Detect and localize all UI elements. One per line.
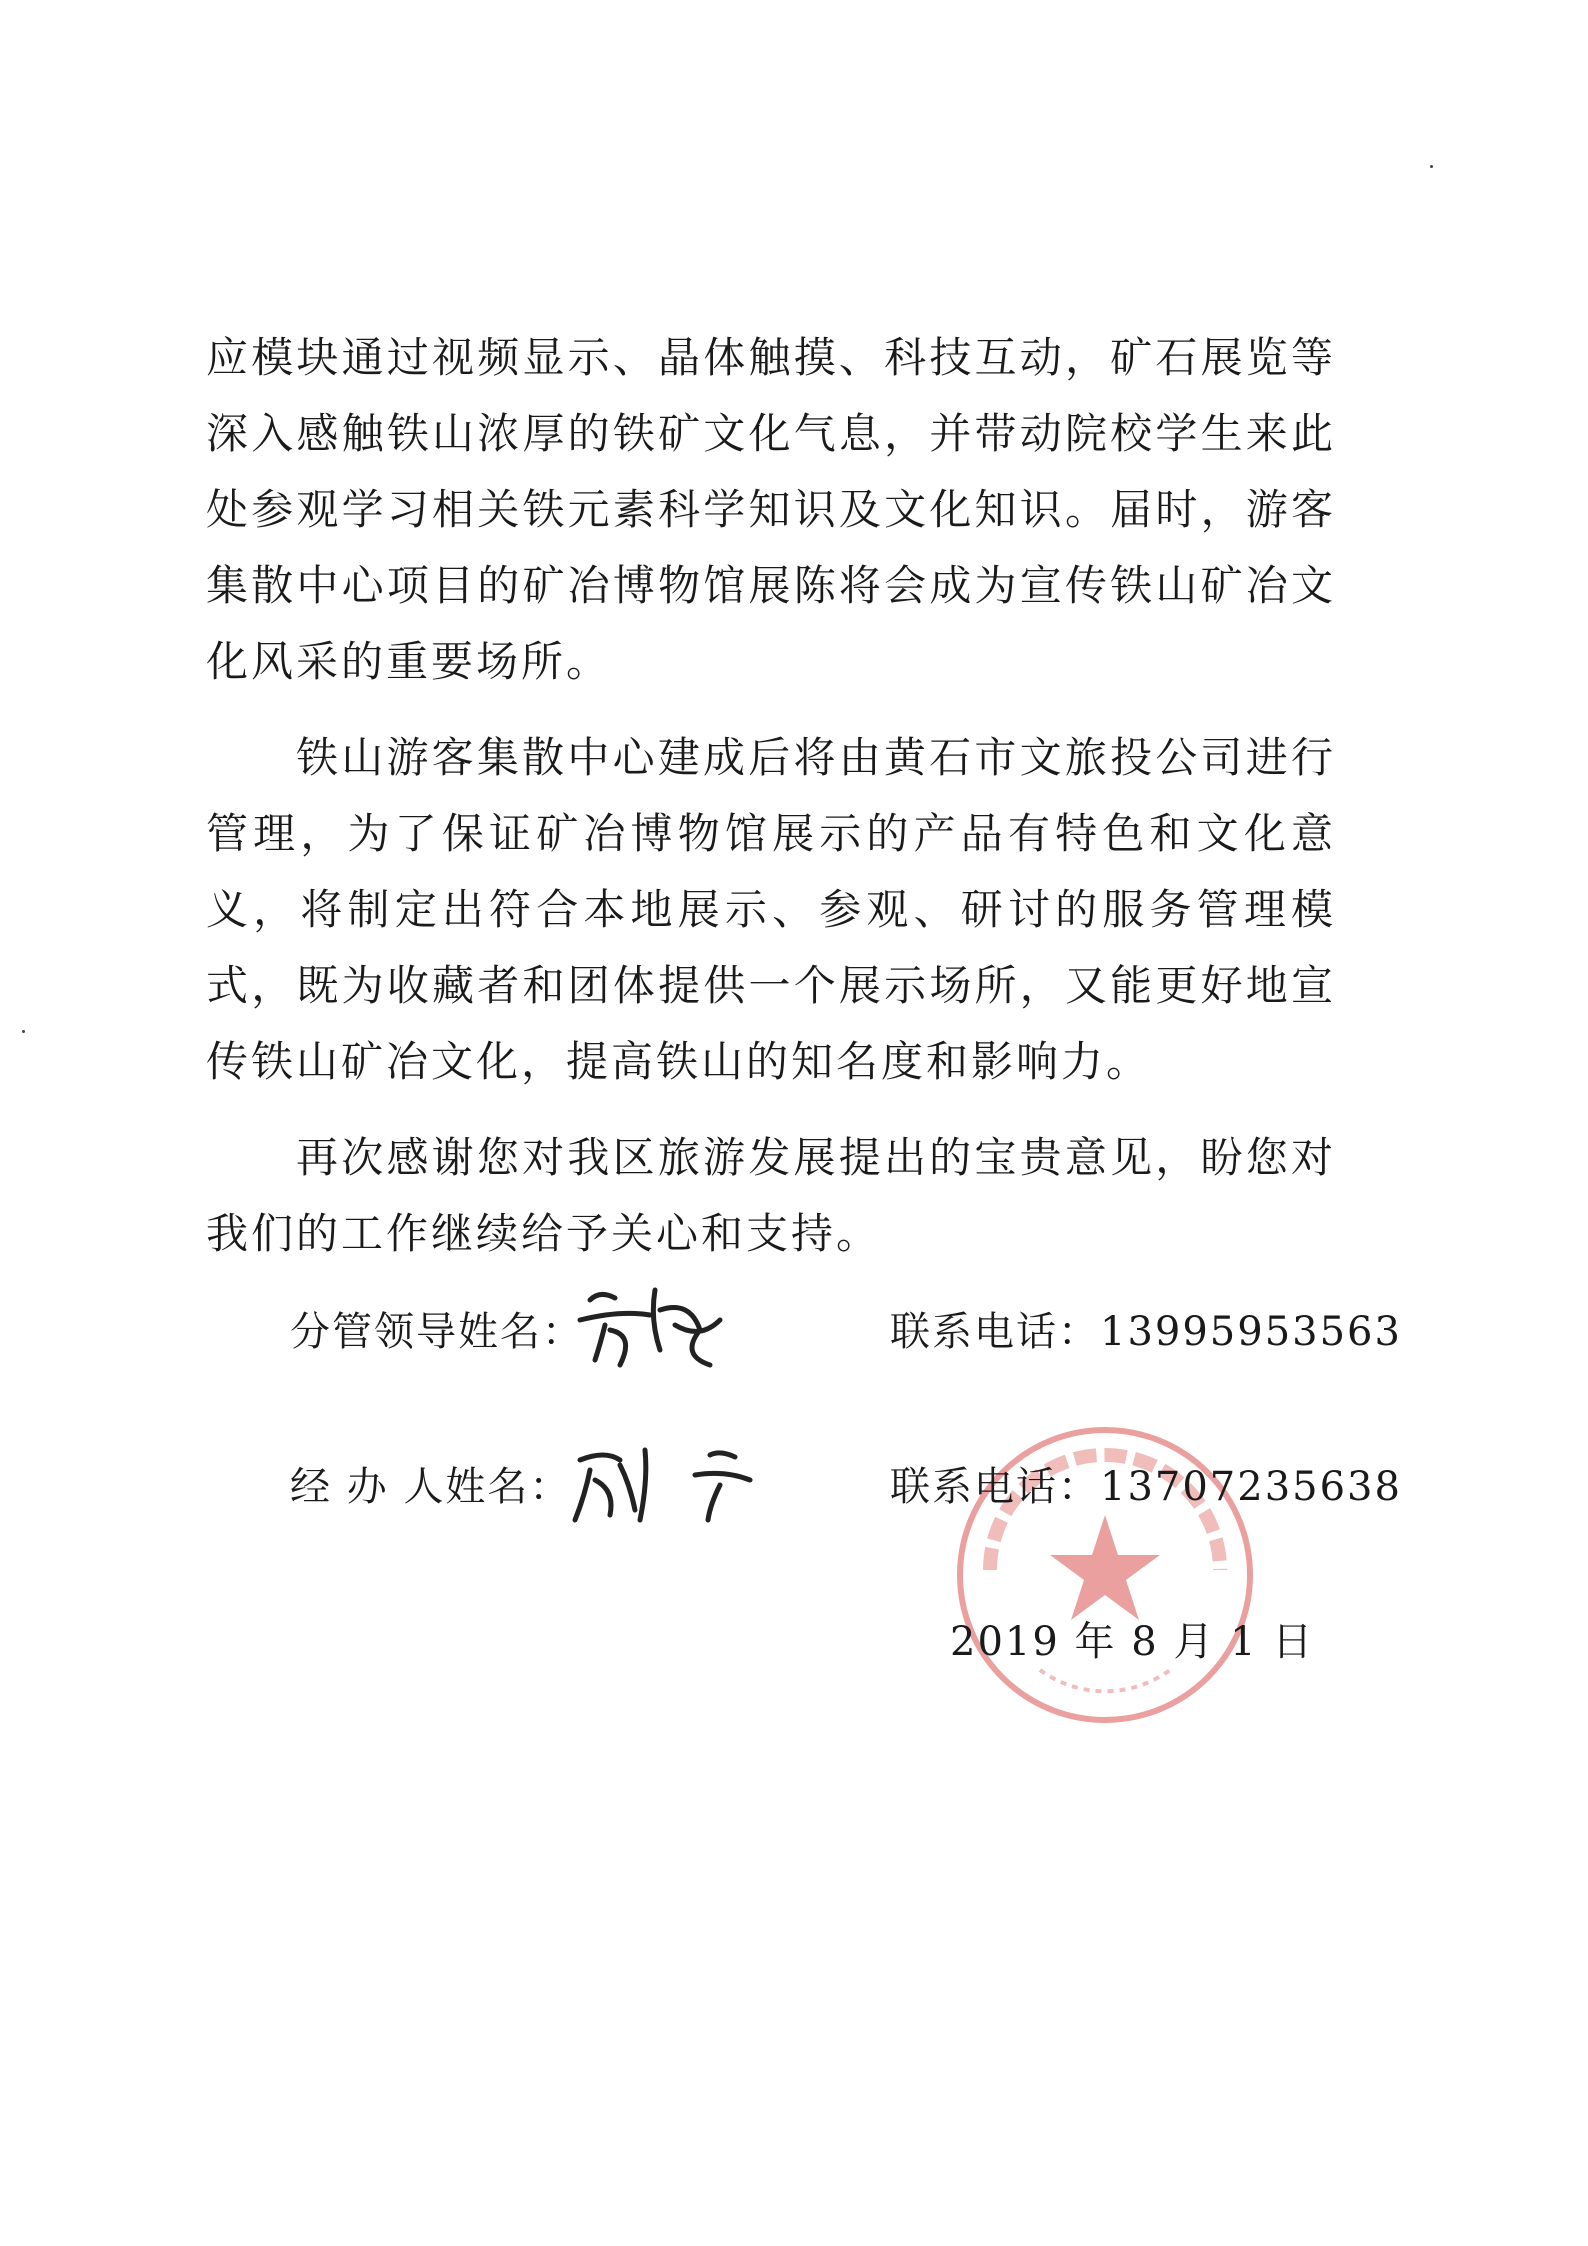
handler-name-label: 经 办 人姓名：: [290, 1464, 572, 1510]
scan-speck: [1430, 165, 1433, 168]
paragraph-3: 再次感谢您对我区旅游发展提出的宝贵意见，盼您对我们的工作继续给予关心和支持。: [206, 1133, 1336, 1258]
paragraph-2: 铁山游客集散中心建成后将由黄石市文旅投公司进行管理，为了保证矿冶博物馆展示的产品有特色和文化意义，将制定出符合本地展示、参观、研讨的服务管理模式，既为收藏者和团体提供一个展示场所，又能更好地宣传铁山矿冶文化，提高铁山的知名度和影响力。: [206, 733, 1336, 1086]
document-date: 2019 年 8 月 1 日: [950, 1619, 1315, 1665]
handler-signature-row: [290, 1445, 1402, 1525]
handler-handwritten-signature: [560, 1425, 770, 1535]
leader-signature-row: [290, 1290, 1402, 1370]
leader-handwritten-signature: [560, 1270, 730, 1380]
letter-body: [206, 320, 1336, 1272]
paragraph-1: 应模块通过视频显示、晶体触摸、科技互动，矿石展览等深入感触铁山浓厚的铁矿文化气息，并带动院校学生来此处参观学习相关铁元素科学知识及文化知识。届时，游客集散中心项目的矿冶博物馆展陈将会成为宣传铁山矿冶文化风采的重要场所。: [206, 333, 1336, 686]
handler-phone: 联系电话：13707235638: [890, 1464, 1402, 1510]
scan-speck: [22, 1030, 25, 1033]
leader-phone: 联系电话：13995953563: [890, 1309, 1402, 1355]
leader-name-label: 分管领导姓名：: [290, 1309, 584, 1355]
